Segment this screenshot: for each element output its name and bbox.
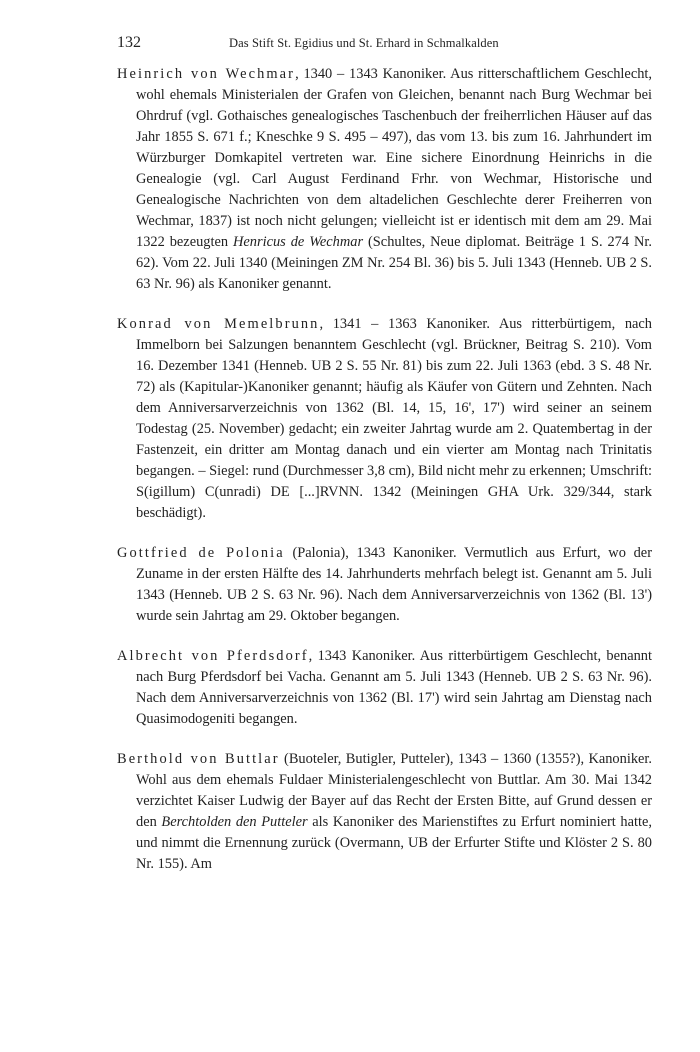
entry-name: Konrad von Memelbrunn: [117, 316, 320, 332]
entry-heinrich-von-wechmar: [117, 64, 652, 295]
entry-gottfried-de-polonia: [117, 543, 652, 627]
entry-konrad-von-memelbrunn: [117, 314, 652, 524]
page-header: [117, 34, 652, 56]
entry-text-continued: als Kanoniker des Marienstiftes zu Erfurt nominiert hatte, und nimmt die Ernennung zurück (Overmann, UB der Erfurter Stifte und Klöster 2 S. 80 Nr. 155). Am: [136, 814, 652, 872]
entry-italic-text: Berchtolden den Putteler: [161, 814, 308, 830]
running-head: Das Stift St. Egidius und St. Erhard in Schmalkalden: [229, 36, 499, 50]
entry-albrecht-von-pferdsdorf: [117, 646, 652, 730]
entry-italic-text: Henricus de Wechmar: [233, 234, 364, 250]
entry-name: Berthold von Buttlar: [117, 751, 280, 767]
page-number: 132: [117, 34, 141, 51]
entry-text: (Buoteler, Butigler, Putteler), 1343 – 1360 (1355?), Kanoniker. Wohl aus dem ehemals Fuldaer Ministerialengeschlecht von Buttlar. Am 30. Mai 1342 verzichtet Kaiser Ludwig der Bayer auf das Recht der Ersten Bitte, auf Grund dessen er den: [136, 751, 653, 830]
entry-text-continued: (Schultes, Neue diplomat. Beiträge 1 S. 274 Nr. 62). Vom 22. Juli 1340 (Meiningen ZM Nr. 254 Bl. 36) bis 5. Juli 1343 (Henneb. UB 2 S. 63 Nr. 96) als Kanoniker genannt.: [136, 234, 653, 292]
entry-text: , 1341 – 1363 Kanoniker. Aus ritterbürtigem, nach Immelborn bei Salzungen benanntem Geschlecht (vgl. Brückner, Beitrag S. 210). Vom 16. Dezember 1341 (Henneb. UB 2 S. 55 Nr. 81) bis zum 22. Juli 1363 (ebd. 3 S. 48 Nr. 72) als (Kapitular-)Kanoniker genannt; häufig als Käufer von Gütern und Zehnten. Nach dem Anniversarverzeichnis von 1362 (Bl. 14, 15, 16', 17') wird seiner an seinem Todestag (25. November) gedacht; ein zweiter Jahrtag wurde am 2. Quatembertag in der Fastenzeit, ein dritter am Montag danach und ein vierter am Montag nach Trinitatis begangen. – Siegel: rund (Durchmesser 3,8 cm), Bild nicht mehr zu erkennen; Umschrift: S(igillum) C(unradi) DE [...]RVNN. 1342 (Meiningen GHA Urk. 329/344, stark beschädigt).: [136, 316, 652, 521]
entry-text: (Palonia), 1343 Kanoniker. Vermutlich aus Erfurt, wo der Zuname in der ersten Hälfte des 14. Jahrhunderts mehrfach belegt ist. Genannt am 5. Juli 1343 (Henneb. UB 2 S. 63 Nr. 96). Nach dem Anniversarverzeichnis von 1362 (Bl. 13') wurde sein Jahrtag am 29. Oktober begangen.: [136, 545, 652, 624]
entry-text: , 1340 – 1343 Kanoniker. Aus ritterschaftlichem Geschlecht, wohl ehemals Ministerialen der Grafen von Gleichen, benannt nach Burg Wechmar bei Ohrdruf (vgl. Gothaisches genealogisches Taschenbuch der freiherrlichen Häuser auf das Jahr 1855 S. 671 f.; Kneschke 9 S. 495 – 497), das vom 13. bis zum 16. Jahrhundert im Würzburger Domkapitel vertreten war. Eine sichere Einordnung Heinrichs in die Genealogie (vgl. Carl August Ferdinand Frhr. von Wechmar, Historische und Genealogische Nachrichten von dem altadelichen Geschlechte derer Freiherren von Wechmar, 1837) ist noch nicht gelungen; vielleicht ist er identisch mit dem am 29. Mai 1322 bezeugten: [136, 66, 652, 250]
entry-berthold-von-buttlar: [117, 749, 652, 875]
entry-name: Heinrich von Wechmar: [117, 66, 296, 82]
body-text: [117, 64, 652, 894]
entry-text: , 1343 Kanoniker. Aus ritterbürtigem Geschlecht, benannt nach Burg Pferdsdorf bei Vacha. Genannt am 5. Juli 1343 (Henneb. UB 2 S. 63 Nr. 96). Nach dem Anniversarverzeichnis von 1362 (Bl. 17') wird sein Jahrtag am Dienstag nach Quasimodogeniti begangen.: [136, 648, 652, 727]
entry-name: Albrecht von Pferdsdorf: [117, 648, 309, 664]
entry-name: Gottfried de Polonia: [117, 545, 285, 561]
